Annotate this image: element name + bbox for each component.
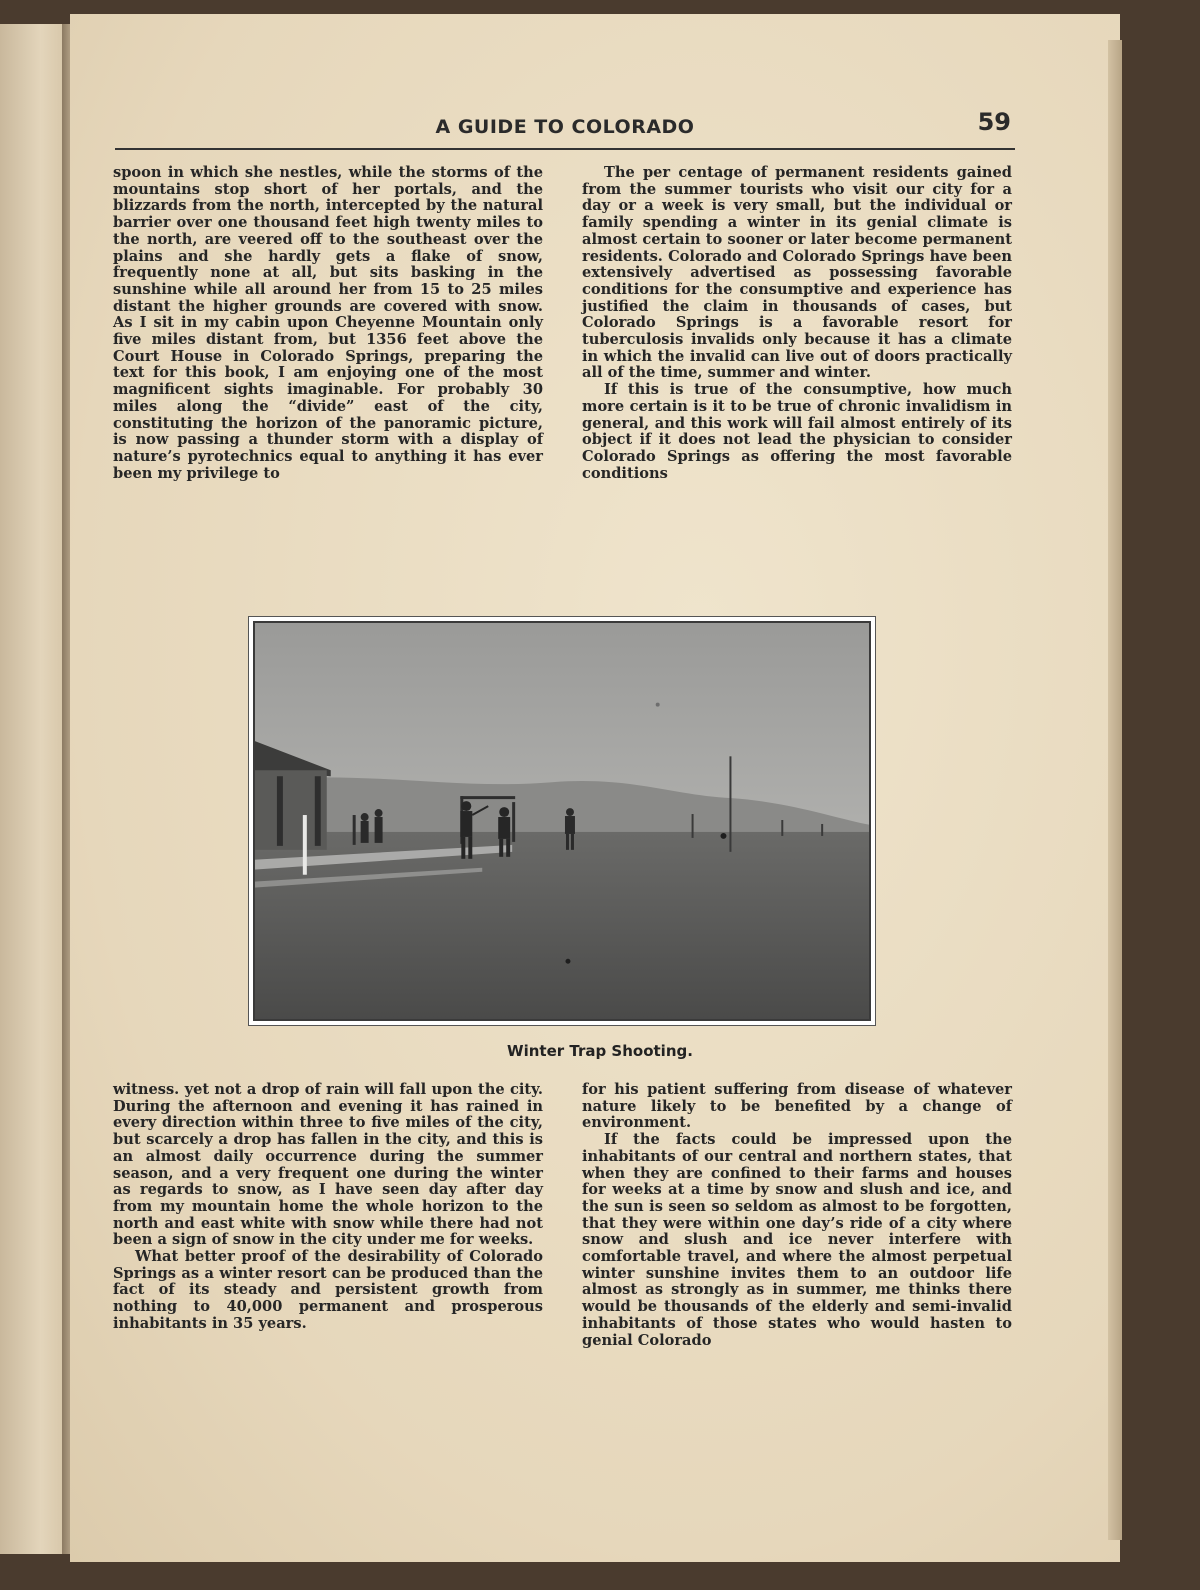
paragraph: What better proof of the desirability of Colorado Springs as a winter resort can be produced than the fact of its steady and persistent growth from nothing to 40,000 permanent and prosperous inhabitants in 35 years. <box>113 1248 543 1332</box>
paragraph: If the facts could be impressed upon the inhabitants of our central and northern states, that when they are confined to their farms and houses for weeks at a time by snow and slush and ice, and the sun is seen so seldom as almost to be forgotten, that they were within one day’s ride of a city where snow and slush and ice never interfere with comfortable travel, and where the almost perpetual winter sunshine invites them to an outdoor life almost as strongly as in summer, me thinks there would be thousands of the elderly and semi-invalid inhabitants of those states who would hasten to genial Colorado <box>582 1131 1012 1349</box>
trap-shooting-photograph <box>253 621 871 1021</box>
paragraph: for his patient suffering from disease of whatever nature likely to be benefited by a change of environment. <box>582 1081 1012 1132</box>
photograph-frame <box>248 616 876 1026</box>
facing-page-edge <box>0 24 68 1554</box>
running-title: A GUIDE TO COLORADO <box>435 116 695 138</box>
column-top-left <box>113 165 543 482</box>
paragraph: spoon in which she nestles, while the storms of the mountains stop short of her portals, and the blizzards from the north, intercepted by the natural barrier over one thousand feet high twenty miles to the north, are veered off to the southeast over the plains and she hardly gets a flake of snow, frequently none at all, but sits basking in the sunshine while all around her from 15 to 25 miles distant the higher grounds are covered with snow. As I sit in my cabin upon Cheyenne Mountain only five miles distant from, but 1356 feet above the Court House in Colorado Springs, preparing the text for this book, I am enjoying one of the most magnificent sights imaginable. For probably 30 miles along the “divide” east of the city, constituting the horizon of the panoramic picture, is now passing a thunder storm with a display of nature’s pyrotechnics equal to anything it has ever been my privilege to <box>113 164 543 482</box>
paragraph: The per centage of permanent residents gained from the summer tourists who visit our city for a day or a week is very small, but the individual or family spending a winter in its genial climate is almost certain to sooner or later become permanent residents. Colorado and Colorado Springs have been extensively advertised as possessing favorable conditions for the consumptive and experience has justified the claim in thousands of cases, but Colorado Springs is a favorable resort for tuberculosis invalids only because it has a climate in which the invalid can live out of doors practically all of the time, summer and winter. <box>582 164 1012 382</box>
page-number: 59 <box>977 108 1011 136</box>
page-edge-stack <box>1108 40 1122 1540</box>
column-bottom-right <box>582 1082 1012 1349</box>
paragraph: If this is true of the consumptive, how much more certain is it to be true of chronic invalidism in general, and this work will fail almost entirely of its object if it does not lead the physician to consider Colorado Springs as offering the most favorable conditions <box>582 381 1012 482</box>
page-header <box>115 110 1015 150</box>
column-top-right <box>582 165 1012 482</box>
column-bottom-left <box>113 1082 543 1333</box>
paragraph: witness. yet not a drop of rain will fall upon the city. During the afternoon and evening it has rained in every direction within three to five miles of the city, but scarcely a drop has fallen in the city, and this is an almost daily occurrence during the summer season, and a very frequent one during the winter as regards to snow, as I have seen day after day from my mountain home the whole horizon to the north and east white with snow while there had not been a sign of snow in the city under me for weeks. <box>113 1081 543 1249</box>
figure-caption: Winter Trap Shooting. <box>507 1042 693 1060</box>
